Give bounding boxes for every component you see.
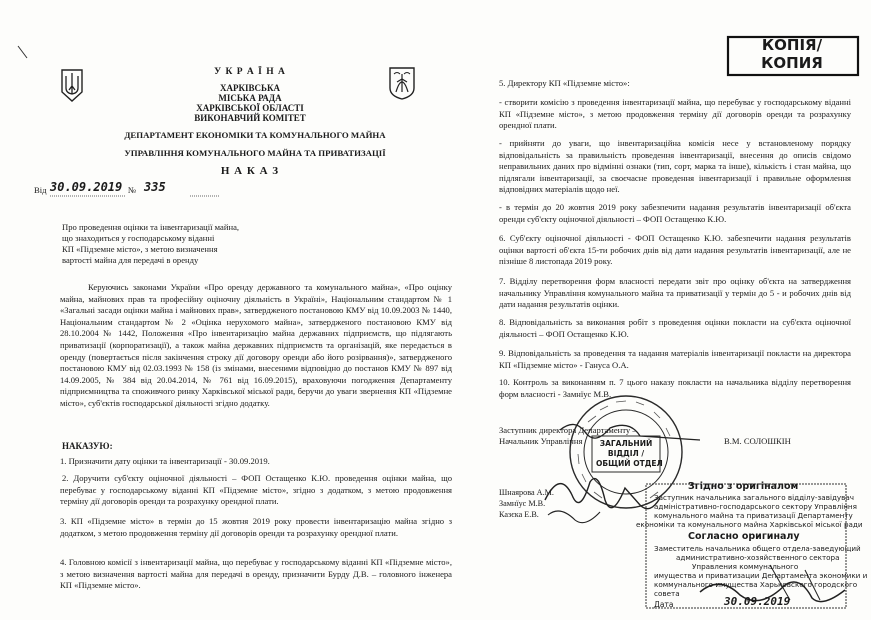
cert-line-12: совета (654, 589, 680, 598)
stamp-center-line-2: ВІДДІЛ / (607, 449, 645, 458)
cert-line-3: адміністративно-господарського сектору Управління (654, 502, 857, 511)
order-item-1: 1. Призначити дату оцінки та інвентаризації - 30.09.2019. (60, 456, 270, 466)
order-item-5-sub-2: - прийняти до уваги, що інвентаризаційна комісія несе у встановленому порядку відповідальність за правильність проведення інвентаризації, внесення до описів свідомо неправильних даних про відмінні ознаки (тип, сорт, марка та інше), кількість і стан майна, що підлягали інвентаризації, за своєчасне проведення інвентаризації і правильне оформлення відповідних матеріалів щодо неї. (499, 138, 851, 195)
cert-line-11: коммунального имущества Харьковского городского (654, 580, 858, 589)
cert-date-value: 30.09.2019 (724, 595, 791, 608)
city-council-line-2: МІСЬКА РАДА (218, 93, 282, 103)
order-item-3: 3. КП «Підземне місто» в термін до 15 жовтня 2019 року провести інвентаризацію майна згідно з додатком, з метою продовження терміну дії договорів оренди та розрахунку орендної плати. (60, 516, 452, 538)
order-item-5: 5. Директору КП «Підземне місто»: (499, 78, 630, 88)
order-number-value: 335 (144, 180, 166, 194)
country-name: У К Р А Ї Н А (214, 67, 286, 77)
copy-stamp-line-1: КОПІЯ/ (761, 36, 823, 54)
signatory-name: В.М. СОЛОШКІН (724, 436, 791, 446)
stamp-center-line-1: ЗАГАЛЬНИЙ (599, 439, 653, 448)
order-item-2: 2. Доручити суб'єкту оціночної діяльності – ФОП Остащенко К.Ю. проведення оцінки майна, що перебуває у господарському віданні КП «Підземне місто», згідно з додатком, з метою продовження терміну дії договорів оренди та розрахунку орендної плати. (60, 473, 452, 507)
cert-line-10: имущества и приватизации Департамента экономики и (654, 571, 868, 580)
cert-date-label: Дата (654, 600, 674, 609)
approver-1: Шнаярова А.М. (499, 488, 554, 497)
order-heading: НАКАЗУЮ: (62, 441, 113, 451)
cert-line-9: Управления коммунального (692, 562, 799, 571)
order-item-7: 7. Відділу перетворення форм власності передати звіт про оцінку об'єкта на затвердження начальнику Управління комунального майна та приватизації у термін до 5 - и робочих днів від дати надання результатів оцінки. (499, 276, 851, 310)
copy-stamp-line-2: КОПИЯ (761, 54, 823, 72)
order-item-9: 9. Відповідальність за проведення та надання матеріалів інвентаризації покласти на директора КП «Підземне місто» - Гануса О.А. (499, 348, 851, 370)
approver-2: Замнїус М.В. (499, 499, 546, 508)
directorate-title: УПРАВЛІННЯ КОМУНАЛЬНОГО МАЙНА ТА ПРИВАТИЗАЦІЇ (124, 148, 386, 158)
order-date-label: Від (34, 185, 47, 195)
order-item-5-sub-3: - в термін до 20 жовтня 2019 року забезпечити надання результатів інвентаризації об'єкта оренди суб'єкту оціночної діяльності – ФОП Остащенко К.Ю. (499, 202, 851, 224)
stamp-center-line-3: ОБЩИЙ ОТДЕЛ (596, 459, 663, 468)
order-item-4: 4. Головною комісії з інвентаризації майна, що перебуває у господарському віданні КП «Підземне місто», з метою визначення вартості майна для передачі в оренду, призначити Бурду Д.В. – головного інженера КП «Підземне місто». (60, 557, 452, 591)
order-item-6: 6. Суб'єкту оціночної діяльності - ФОП Остащенко К.Ю. забезпечити надання результатів оцінки вартості об'єкта 15-ти робочих днів від дати надання результатів інвентаризації, але не пізніше 8 листопада 2019 року. (499, 233, 851, 267)
cert-line-7: Заместитель начальника общего отдела-заведующий (654, 544, 861, 553)
cert-line-2: Заступник начальника загального відділу-завідувач (654, 493, 855, 502)
order-date-value: 30.09.2019 (50, 180, 123, 194)
approver-3: Казєка Е.В. (499, 510, 539, 519)
subject-line-4: вартості майна для передачі в оренду (62, 255, 199, 265)
signatory-title-line-2: Начальник Управління (499, 436, 583, 446)
cert-line-1: Згідно з оригіналом (688, 481, 799, 492)
document-type: Н А К А З (220, 165, 280, 177)
cert-line-6: Согласно оригиналу (688, 531, 800, 542)
cert-line-5: економіки та комунального майна Харківської міської ради (636, 520, 863, 529)
signatory-title-line-1: Заступник директора Департаменту – (499, 425, 637, 435)
city-council-line-3: ХАРКІВСЬКОЇ ОБЛАСТІ (196, 103, 304, 113)
city-council-line-1: ХАРКІВСЬКА (219, 83, 280, 93)
cert-line-8: административно-хозяйственного сектора (676, 553, 840, 562)
subject-line-3: КП «Підземне місто», з метою визначення (62, 244, 218, 254)
city-council-line-4: ВИКОНАВЧИЙ КОМІТЕТ (194, 113, 306, 123)
cert-line-4: комунального майна та приватизації Департаменту (654, 511, 853, 520)
order-item-10: 10. Контроль за виконанням п. 7 цього наказу покласти на начальника відділу перетворення форм власності - Замнїус М.В. (499, 377, 851, 399)
order-number-label: № (128, 185, 137, 195)
preamble-paragraph: Керуючись законами України «Про оренду державного та комунального майна», «Про оцінку майна, майнових прав та професійну оціночну діяльність в Україні», Національним стандартом № 1 «Загальні засади оцінки майна і майнових прав», затвердженого постановою КМУ від 10.09.2003 № 1440, Національним стандартом № 2 «Оцінка нерухомого майна», затвердженого постановою КМУ від 28.10.2004 № 1442, Положення «Про інвентаризацію майна державних підприємств, що підлягають приватизації (корпоратизації), а також майна державних підприємств та організацій, яке передається в оренду (повертається після закінчення строку дії договору оренди або його розірвання)», затвердженого постановою КМУ від 02.03.1993 № 158 (із змінами, внесеними відповідно до постанов КМУ № 897 від 14.09.2005, № 384 від 20.04.2014, № 761 від 16.09.2015), враховуючи погодження Департаменту підприємництва та споживчого ринку Харківської міської ради, беручи до уваги звернення КП «Підземне місто», суб'єктів господарської діяльності згідно додатку. (60, 282, 452, 408)
department-title: ДЕПАРТАМЕНТ ЕКОНОМІКИ ТА КОМУНАЛЬНОГО МАЙНА (124, 130, 386, 140)
subject-line-2: що знаходиться у господарському віданні (62, 233, 215, 243)
subject-line-1: Про проведення оцінки та інвентаризації майна, (62, 222, 240, 232)
order-item-8: 8. Відповідальність за виконання робіт з проведення оцінки покласти на суб'єкта оціночної діяльності – ФОП Остащенко К.Ю. (499, 317, 851, 339)
order-item-5-sub-1: - створити комісію з проведення інвентаризації майна, що перебуває у господарському віданні КП «Підземне місто», з метою продовження терміну дії договорів оренди та розрахунку орендної плати. (499, 97, 851, 131)
